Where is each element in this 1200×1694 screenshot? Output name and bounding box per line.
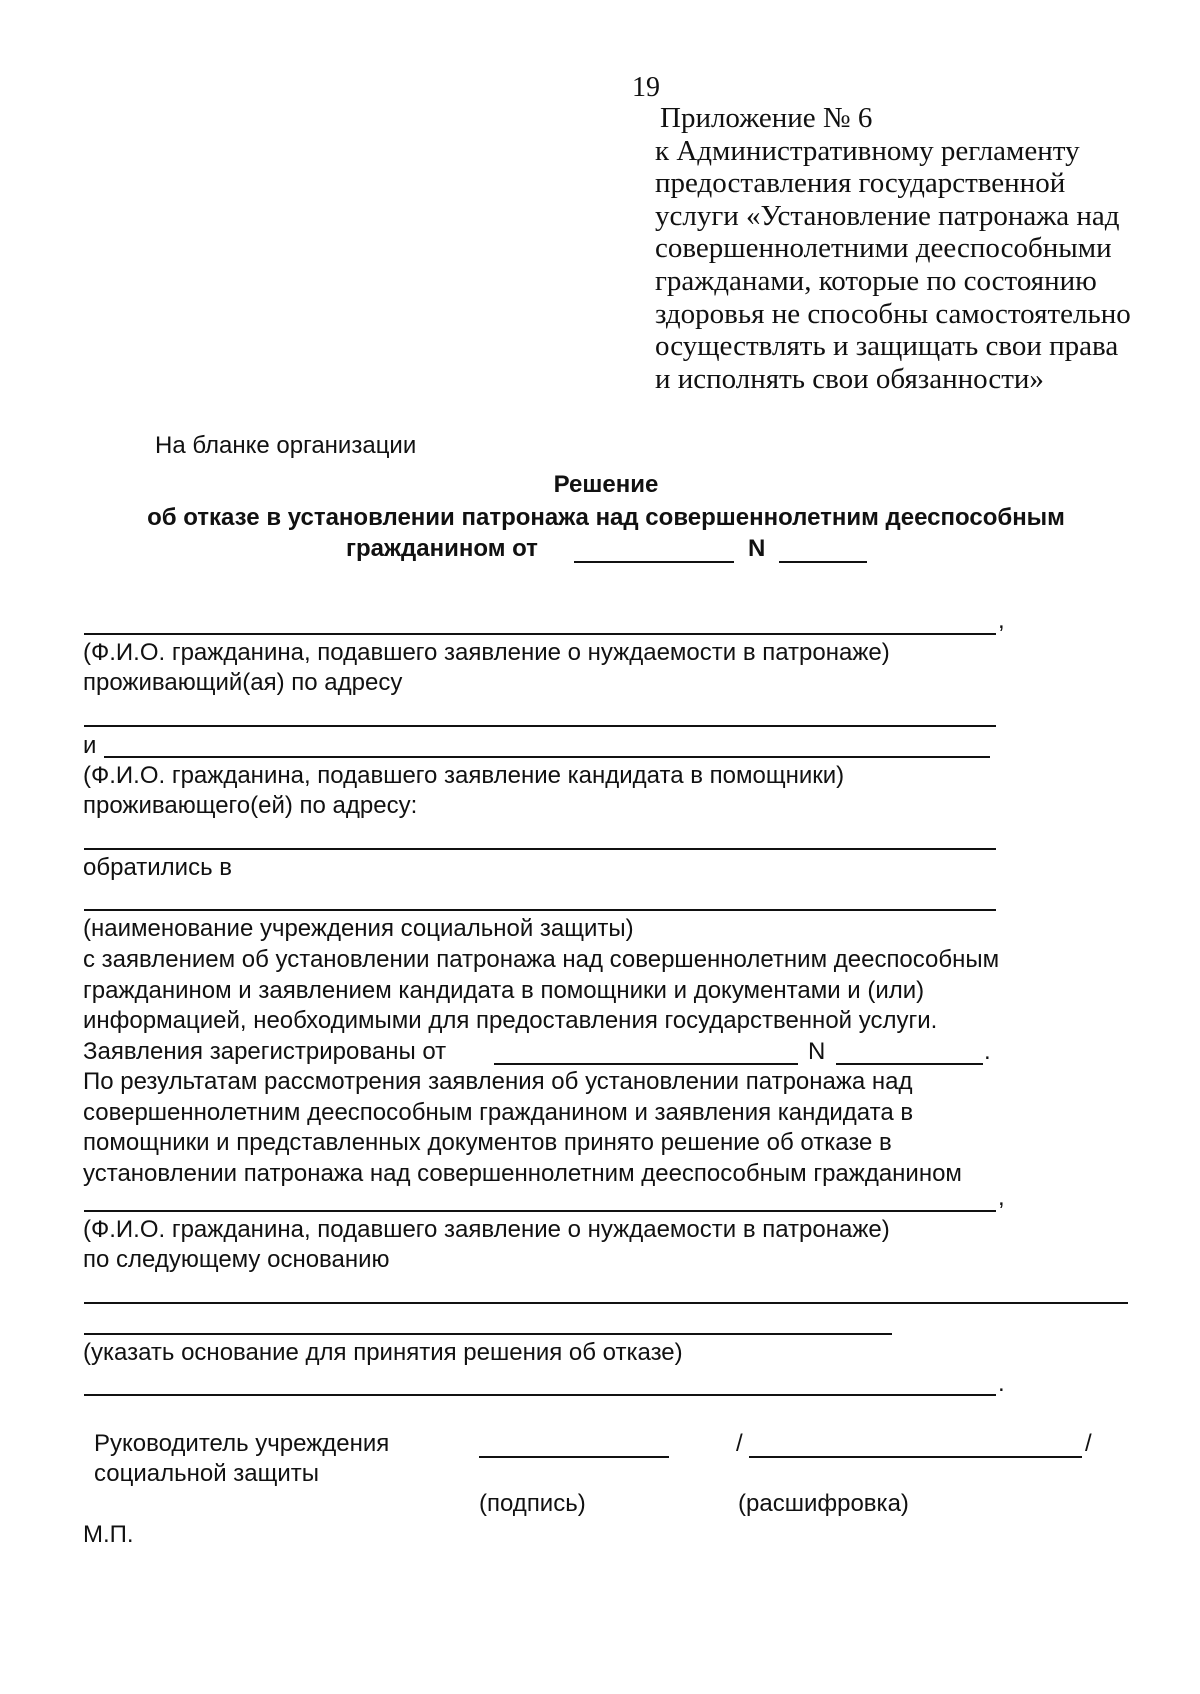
caption-institution: (наименование учреждения социальной защиты) — [83, 915, 634, 942]
signatory-role-line2: социальной защиты — [94, 1460, 320, 1487]
caption-applicant-fio-2: (Ф.И.О. гражданина, подавшего заявление о нуждаемости в патронаже) — [83, 1216, 890, 1243]
signature-blank[interactable] — [479, 1456, 669, 1458]
document-subtitle: об отказе в установлении патронажа над совершеннолетним дееспособным — [147, 504, 1065, 531]
caption-candidate-fio: (Ф.И.О. гражданина, подавшего заявление кандидата в помощники) — [83, 762, 845, 789]
appendix-line: и исполнять свои обязанности» — [655, 362, 1044, 395]
appendix-line: осуществлять и защищать свои права — [655, 330, 1119, 363]
period: . — [984, 1038, 991, 1065]
applicant-address-blank[interactable] — [84, 725, 996, 727]
appendix-line: здоровья не способны самостоятельно — [655, 297, 1131, 330]
signatory-role: Руководитель учреждения — [94, 1430, 390, 1457]
registration-date-blank[interactable] — [494, 1063, 798, 1065]
paragraph-line: с заявлением об установлении патронажа над совершеннолетним дееспособным — [83, 946, 1000, 973]
registration-number-label: N — [808, 1038, 826, 1065]
paragraph-line: гражданином и заявлением кандидата в помощники и документами и (или) — [83, 977, 925, 1004]
letterhead-note: На бланке организации — [155, 432, 417, 459]
registration-number-blank[interactable] — [836, 1063, 983, 1065]
candidate-address-blank[interactable] — [84, 848, 996, 850]
grounds-blank-2[interactable] — [84, 1333, 892, 1335]
date-blank[interactable] — [574, 561, 734, 563]
paragraph-line: По результатам рассмотрения заявления об установлении патронажа над — [83, 1068, 913, 1095]
number-label: N — [748, 535, 766, 562]
seal-label: М.П. — [83, 1521, 134, 1548]
number-blank[interactable] — [779, 561, 867, 563]
slash-right: / — [1085, 1430, 1092, 1457]
paragraph-line: установлении патронажа над совершеннолетним дееспособным гражданином — [83, 1160, 962, 1187]
and-label: и — [83, 732, 97, 759]
appendix-line: совершеннолетними дееспособными — [655, 232, 1112, 265]
grounds-blank-3[interactable] — [84, 1394, 996, 1396]
caption-decoding: (расшифровка) — [738, 1490, 909, 1517]
paragraph-line: совершеннолетним дееспособным гражданином и заявления кандидата в — [83, 1099, 914, 1126]
caption-signature: (подпись) — [479, 1490, 586, 1517]
decoding-blank[interactable] — [749, 1456, 1082, 1458]
residing-label: проживающий(ая) по адресу — [83, 669, 403, 696]
registered-label: Заявления зарегистрированы от — [83, 1038, 447, 1065]
paragraph-line: информацией, необходимыми для предоставления государственной услуги. — [83, 1007, 938, 1034]
caption-grounds: (указать основание для принятия решения об отказе) — [83, 1339, 683, 1366]
comma: , — [998, 607, 1005, 634]
paragraph-line: помощники и представленных документов принято решение об отказе в — [83, 1129, 892, 1156]
appendix-block — [655, 102, 1131, 395]
caption-applicant-fio: (Ф.И.О. гражданина, подавшего заявление о нуждаемости в патронаже) — [83, 639, 890, 666]
appendix-line: предоставления государственной — [655, 167, 1066, 200]
institution-blank[interactable] — [84, 909, 996, 911]
appendix-line: Приложение № 6 — [660, 102, 873, 134]
candidate-fio-blank[interactable] — [104, 756, 990, 758]
refusal-fio-blank[interactable] — [84, 1210, 996, 1212]
appendix-line: услуги «Установление патронажа над — [655, 199, 1120, 232]
slash-left: / — [736, 1430, 743, 1457]
residing-candidate-label: проживающего(ей) по адресу: — [83, 792, 418, 819]
page-number: 19 — [632, 72, 660, 103]
document-subtitle-date-prefix: гражданином от — [346, 535, 538, 562]
appendix-line: к Административному регламенту — [655, 134, 1080, 167]
grounds-blank[interactable] — [84, 1302, 1128, 1304]
comma: , — [998, 1184, 1005, 1211]
applied-to-label: обратились в — [83, 854, 232, 881]
document-title: Решение — [553, 471, 659, 498]
period: . — [998, 1370, 1005, 1397]
grounds-label: по следующему основанию — [83, 1246, 390, 1273]
applicant-fio-blank[interactable] — [84, 633, 996, 635]
appendix-line: гражданами, которые по состоянию — [655, 264, 1097, 297]
